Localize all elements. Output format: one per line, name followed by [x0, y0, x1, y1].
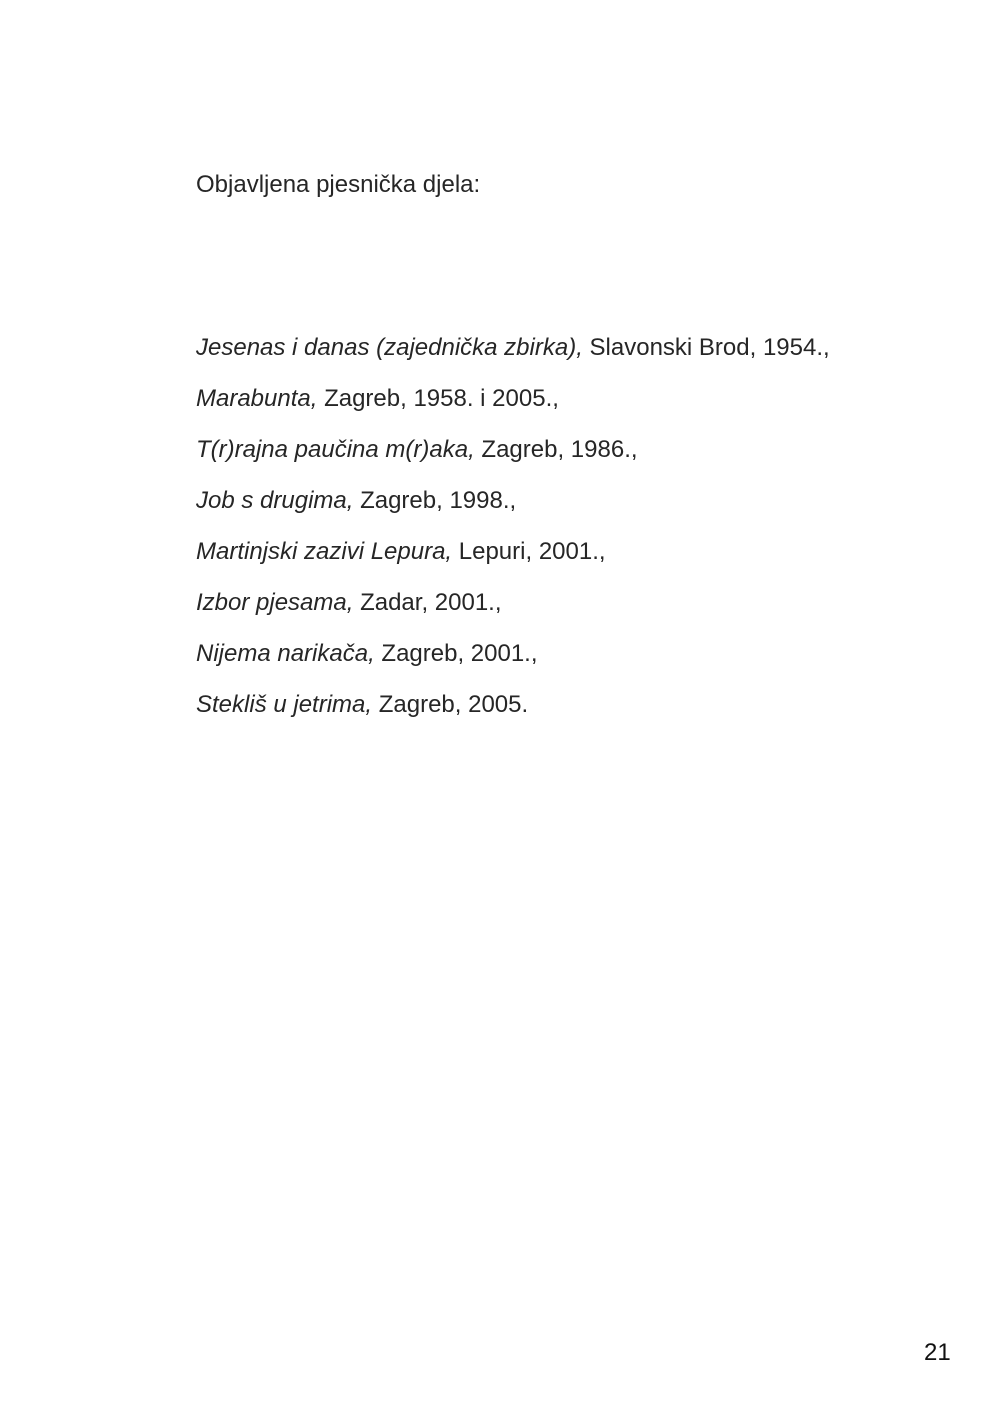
work-title: Izbor pjesama,: [196, 589, 354, 616]
work-details: Slavonski Brod, 1954.,: [582, 334, 830, 361]
work-details: Zagreb, 2001.,: [374, 640, 538, 667]
work-details: Zagreb, 2005.: [372, 691, 529, 718]
work-title: Nijema narikača,: [196, 640, 375, 667]
page-number: 21: [924, 1339, 951, 1366]
work-title: Martinjski zazivi Lepura,: [196, 538, 453, 565]
work-details: Zagreb, 1998.,: [353, 487, 517, 514]
list-item: [196, 384, 830, 435]
list-item: [196, 435, 830, 486]
work-title: Jesenas i danas (zajednička zbirka),: [196, 334, 583, 361]
work-title: Stekliš u jetrima,: [196, 691, 373, 718]
list-item: [196, 588, 830, 639]
list-item: [196, 537, 830, 588]
list-item: [196, 486, 830, 537]
list-item: [196, 333, 830, 384]
work-details: Zagreb, 1986.,: [474, 436, 638, 463]
work-details: Lepuri, 2001.,: [452, 538, 606, 565]
work-details: Zadar, 2001.,: [353, 589, 502, 616]
work-title: Job s drugima,: [196, 487, 354, 514]
section-heading: Objavljena pjesnička djela:: [196, 171, 481, 198]
work-title: Marabunta,: [196, 385, 318, 412]
works-list: [196, 333, 830, 741]
list-item: [196, 639, 830, 690]
list-item: [196, 690, 830, 741]
work-details: Zagreb, 1958. i 2005.,: [317, 385, 559, 412]
work-title: T(r)rajna paučina m(r)aka,: [196, 436, 475, 463]
